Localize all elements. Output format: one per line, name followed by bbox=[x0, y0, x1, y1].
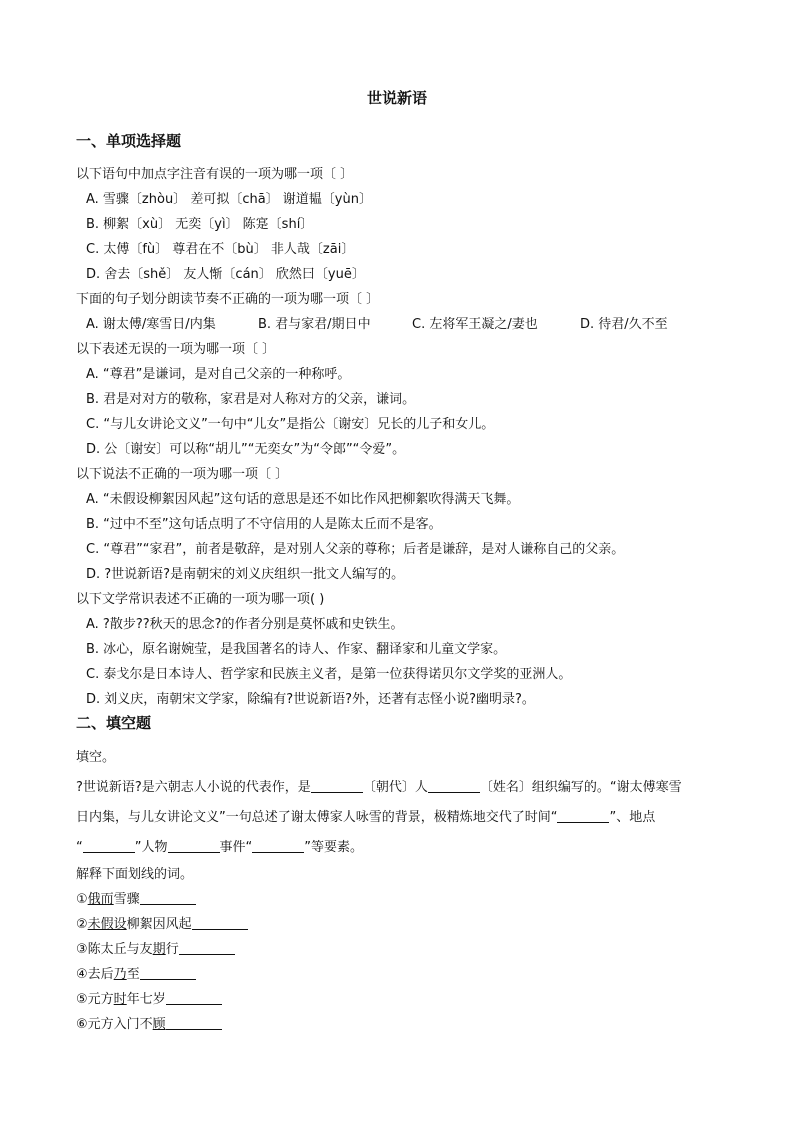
explain-item-2 bbox=[76, 913, 248, 932]
item-pre: 陈太丘与友 bbox=[87, 942, 153, 957]
fill-paragraph-line-2 bbox=[76, 806, 655, 825]
question-3-option-a: A. “尊君”是谦词，是对自己父亲的一种称呼。 bbox=[86, 367, 351, 382]
item-number: ③ bbox=[76, 942, 88, 957]
question-4-option-d: D. ?世说新语?是南朝宋的刘义庆组织一批文人编写的。 bbox=[86, 567, 405, 582]
blank-dynasty[interactable] bbox=[311, 778, 363, 793]
item-underlined-word: 乃 bbox=[113, 967, 127, 982]
item-pre: 元方 bbox=[87, 992, 114, 1007]
question-4-option-c: C. “尊君”“家君”，前者是敬辞，是对别人父亲的尊称；后者是谦辞，是对人谦称自己的父亲。 bbox=[86, 542, 625, 557]
blank-time[interactable] bbox=[557, 808, 609, 823]
explain-item-5 bbox=[76, 988, 222, 1007]
fill-text: “ bbox=[76, 840, 83, 855]
fill-paragraph-line-3 bbox=[76, 836, 363, 855]
fill-text: ?世说新语?是六朝志人小说的代表作，是 bbox=[76, 780, 311, 795]
item-underlined-word: 未假设 bbox=[87, 917, 127, 932]
question-2-option-b: B. 君与家君/期日中 bbox=[258, 317, 371, 332]
question-4-stem: 以下说法不正确的一项为哪一项〔 〕 bbox=[76, 467, 289, 482]
item-underlined-word: 俄而 bbox=[87, 892, 114, 907]
blank-place[interactable] bbox=[83, 838, 135, 853]
fill-text: 〔姓名〕组织编写的。“谢太傅寒雪 bbox=[479, 780, 682, 795]
fill-text: 日内集，与儿女讲论文义”一句总述了谢太傅家人咏雪的背景，极精炼地交代了时间“ bbox=[76, 810, 558, 825]
section-heading-fill: 二、填空题 bbox=[76, 714, 152, 732]
blank-people[interactable] bbox=[168, 838, 220, 853]
blank-answer[interactable] bbox=[166, 990, 222, 1005]
item-underlined-word: 顾 bbox=[152, 1017, 166, 1032]
fill-text: ”人物 bbox=[134, 840, 168, 855]
item-number: ⑥ bbox=[76, 1017, 88, 1032]
explain-item-1 bbox=[76, 888, 196, 907]
blank-answer[interactable] bbox=[140, 965, 196, 980]
blank-answer[interactable] bbox=[179, 940, 235, 955]
question-5-option-a: A. ?散步??秋天的思念?的作者分别是莫怀戚和史铁生。 bbox=[86, 617, 404, 632]
question-4-option-b: B. “过中不至”这句话点明了不守信用的人是陈太丘而不是客。 bbox=[86, 517, 442, 532]
fill-text: ”、地点 bbox=[609, 810, 656, 825]
item-post: 年七岁 bbox=[126, 992, 166, 1007]
question-5-option-b: B. 冰心，原名谢婉莹，是我国著名的诗人、作家、翻译家和儿童文学家。 bbox=[86, 642, 507, 657]
item-underlined-word: 期 bbox=[152, 942, 166, 957]
question-5-option-c: C. 泰戈尔是日本诗人、哲学家和民族主义者，是第一位获得诺贝尔文学奖的亚洲人。 bbox=[86, 667, 572, 682]
blank-answer[interactable] bbox=[140, 890, 196, 905]
question-4-option-a: A. “未假设柳絮因风起”这句话的意思是还不如比作风把柳絮吹得满天飞舞。 bbox=[86, 492, 520, 507]
item-underlined-word: 时 bbox=[113, 992, 127, 1007]
question-3-stem: 以下表述无误的一项为哪一项〔 〕 bbox=[76, 342, 276, 357]
item-number: ④ bbox=[76, 967, 88, 982]
question-1-option-c: C. 太傅〔fù〕 尊君在不〔bù〕 非人哉〔zāi〕 bbox=[86, 242, 355, 257]
fill-intro: 填空。 bbox=[76, 750, 116, 765]
item-post: 柳絮因风起 bbox=[126, 917, 192, 932]
fill-text: 事件“ bbox=[219, 840, 253, 855]
explain-item-3 bbox=[76, 938, 235, 957]
question-5-option-d: D. 刘义庆，南朝宋文学家，除编有?世说新语?外，还著有志怪小说?幽明录?。 bbox=[86, 692, 535, 707]
fill-text: 〔朝代〕人 bbox=[362, 780, 428, 795]
blank-answer[interactable] bbox=[166, 1015, 222, 1030]
question-3-option-b: B. 君是对对方的敬称，家君是对人称对方的父亲，谦词。 bbox=[86, 392, 416, 407]
section-heading-choice: 一、单项选择题 bbox=[76, 132, 182, 150]
item-pre: 去后 bbox=[87, 967, 114, 982]
question-2-stem: 下面的句子划分朗读节奏不正确的一项为哪一项〔 〕 bbox=[76, 292, 380, 307]
blank-name[interactable] bbox=[428, 778, 480, 793]
question-5-stem: 以下文学常识表述不正确的一项为哪一项( ) bbox=[76, 592, 325, 607]
question-1-option-a: A. 雪骤〔zhòu〕 差可拟〔chā〕 谢道韫〔yùn〕 bbox=[86, 192, 372, 207]
fill-text: ”等要素。 bbox=[304, 840, 363, 855]
blank-answer[interactable] bbox=[192, 915, 248, 930]
question-1-stem: 以下语句中加点字注音有误的一项为哪一项〔 〕 bbox=[76, 167, 354, 182]
question-2-option-a: A. 谢太傅/寒雪日/内集 bbox=[86, 317, 216, 332]
question-1-option-d: D. 舍去〔shě〕 友人惭〔cán〕 欣然曰〔yuē〕 bbox=[86, 267, 365, 282]
question-3-option-d: D. 公〔谢安〕可以称“胡儿”“无奕女”为“令郎”“令爱”。 bbox=[86, 442, 406, 457]
explain-stem: 解释下面划线的词。 bbox=[76, 867, 194, 882]
item-number: ① bbox=[76, 892, 88, 907]
question-1-option-b: B. 柳絮〔xù〕 无奕〔yì〕 陈寔〔shí〕 bbox=[86, 217, 314, 232]
item-post: 至 bbox=[126, 967, 140, 982]
blank-event[interactable] bbox=[252, 838, 304, 853]
item-number: ⑤ bbox=[76, 992, 88, 1007]
question-2-option-c: C. 左将军王凝之/妻也 bbox=[412, 317, 538, 332]
explain-item-4 bbox=[76, 963, 196, 982]
item-post: 雪骤 bbox=[113, 892, 140, 907]
fill-paragraph-line-1 bbox=[76, 776, 682, 795]
item-post: 行 bbox=[165, 942, 179, 957]
item-number: ② bbox=[76, 917, 88, 932]
question-3-option-c: C. “与儿女讲论文义”一句中“儿女”是指公〔谢安〕兄长的儿子和女儿。 bbox=[86, 417, 495, 432]
item-pre: 元方入门不 bbox=[87, 1017, 153, 1032]
question-2-option-d: D. 待君/久不至 bbox=[580, 317, 668, 332]
page-title: 世说新语 bbox=[366, 89, 427, 107]
explain-item-6 bbox=[76, 1013, 222, 1032]
